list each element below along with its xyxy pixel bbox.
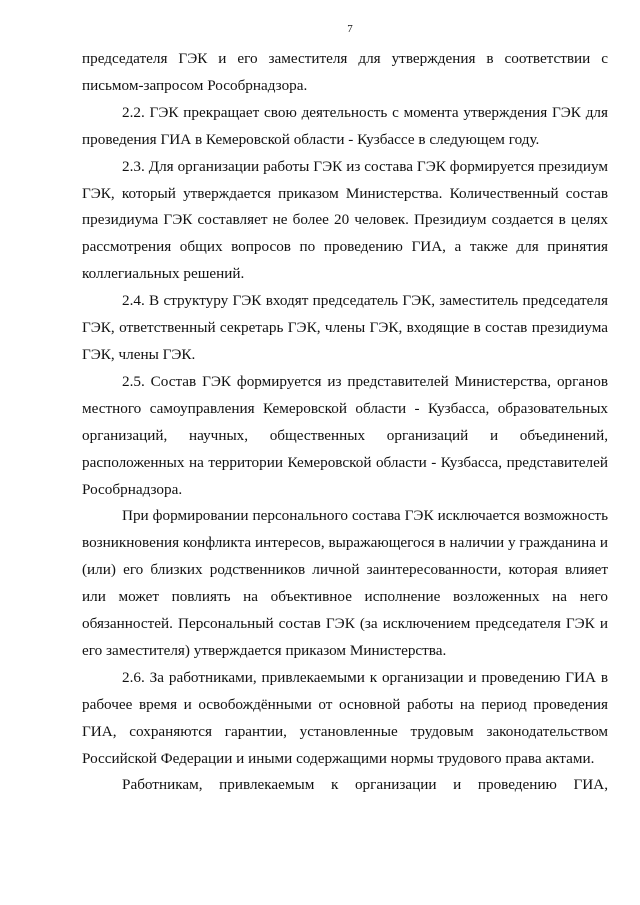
page-number: 7 bbox=[347, 23, 353, 35]
paragraph-continuation: председателя ГЭК и его заместителя для утверждения в соответствии с письмом-запросом Рособрнадзора. bbox=[82, 50, 608, 94]
paragraph-2-4: 2.4. В структуру ГЭК входят председатель ГЭК, заместитель председателя ГЭК, ответственный секретарь ГЭК, члены ГЭК, входящие в состав президиума ГЭК, члены ГЭК. bbox=[82, 292, 608, 363]
paragraph-2-3: 2.3. Для организации работы ГЭК из состава ГЭК формируется президиум ГЭК, который утверждается приказом Министерства. Количественный состав президиума ГЭК составляет не более 20 человек. Президиум создается в целях рассмотрения общих вопросов по проведению ГИА, а также для принятия коллегиальных решений. bbox=[82, 157, 608, 283]
paragraph-2-6: 2.6. За работниками, привлекаемыми к организации и проведению ГИА в рабочее время и освобождёнными от основной работы на период проведения ГИА, сохраняются гарантии, установленные трудовым законодательством Российской Федерации и иными содержащими нормы трудового права актами. bbox=[82, 668, 608, 767]
paragraph-conflict-of-interest: При формировании персонального состава ГЭК исключается возможность возникновения конфликта интересов, выражающегося в наличии у гражданина и (или) его близких родственников личной заинтересованности, которая влияет или может повлиять на объективное исполнение возложенных на него обязанностей. Персональный состав ГЭК (за исключением председателя ГЭК и его заместителя) утверждается приказом Министерства. bbox=[82, 507, 608, 659]
paragraph-workers: Работникам, привлекаемым к организации и проведению ГИА, bbox=[122, 776, 608, 794]
paragraph-2-5: 2.5. Состав ГЭК формируется из представителей Министерства, органов местного самоуправления Кемеровской области - Кузбасса, образовательных организаций, научных, общественных организаций и объединений, расположенных на территории Кемеровской области - Кузбасса, представителей Рособрнадзора. bbox=[82, 372, 608, 498]
paragraph-2-2: 2.2. ГЭК прекращает свою деятельность с момента утверждения ГЭК для проведения ГИА в Кемеровской области - Кузбассе в следующем году. bbox=[82, 103, 608, 148]
